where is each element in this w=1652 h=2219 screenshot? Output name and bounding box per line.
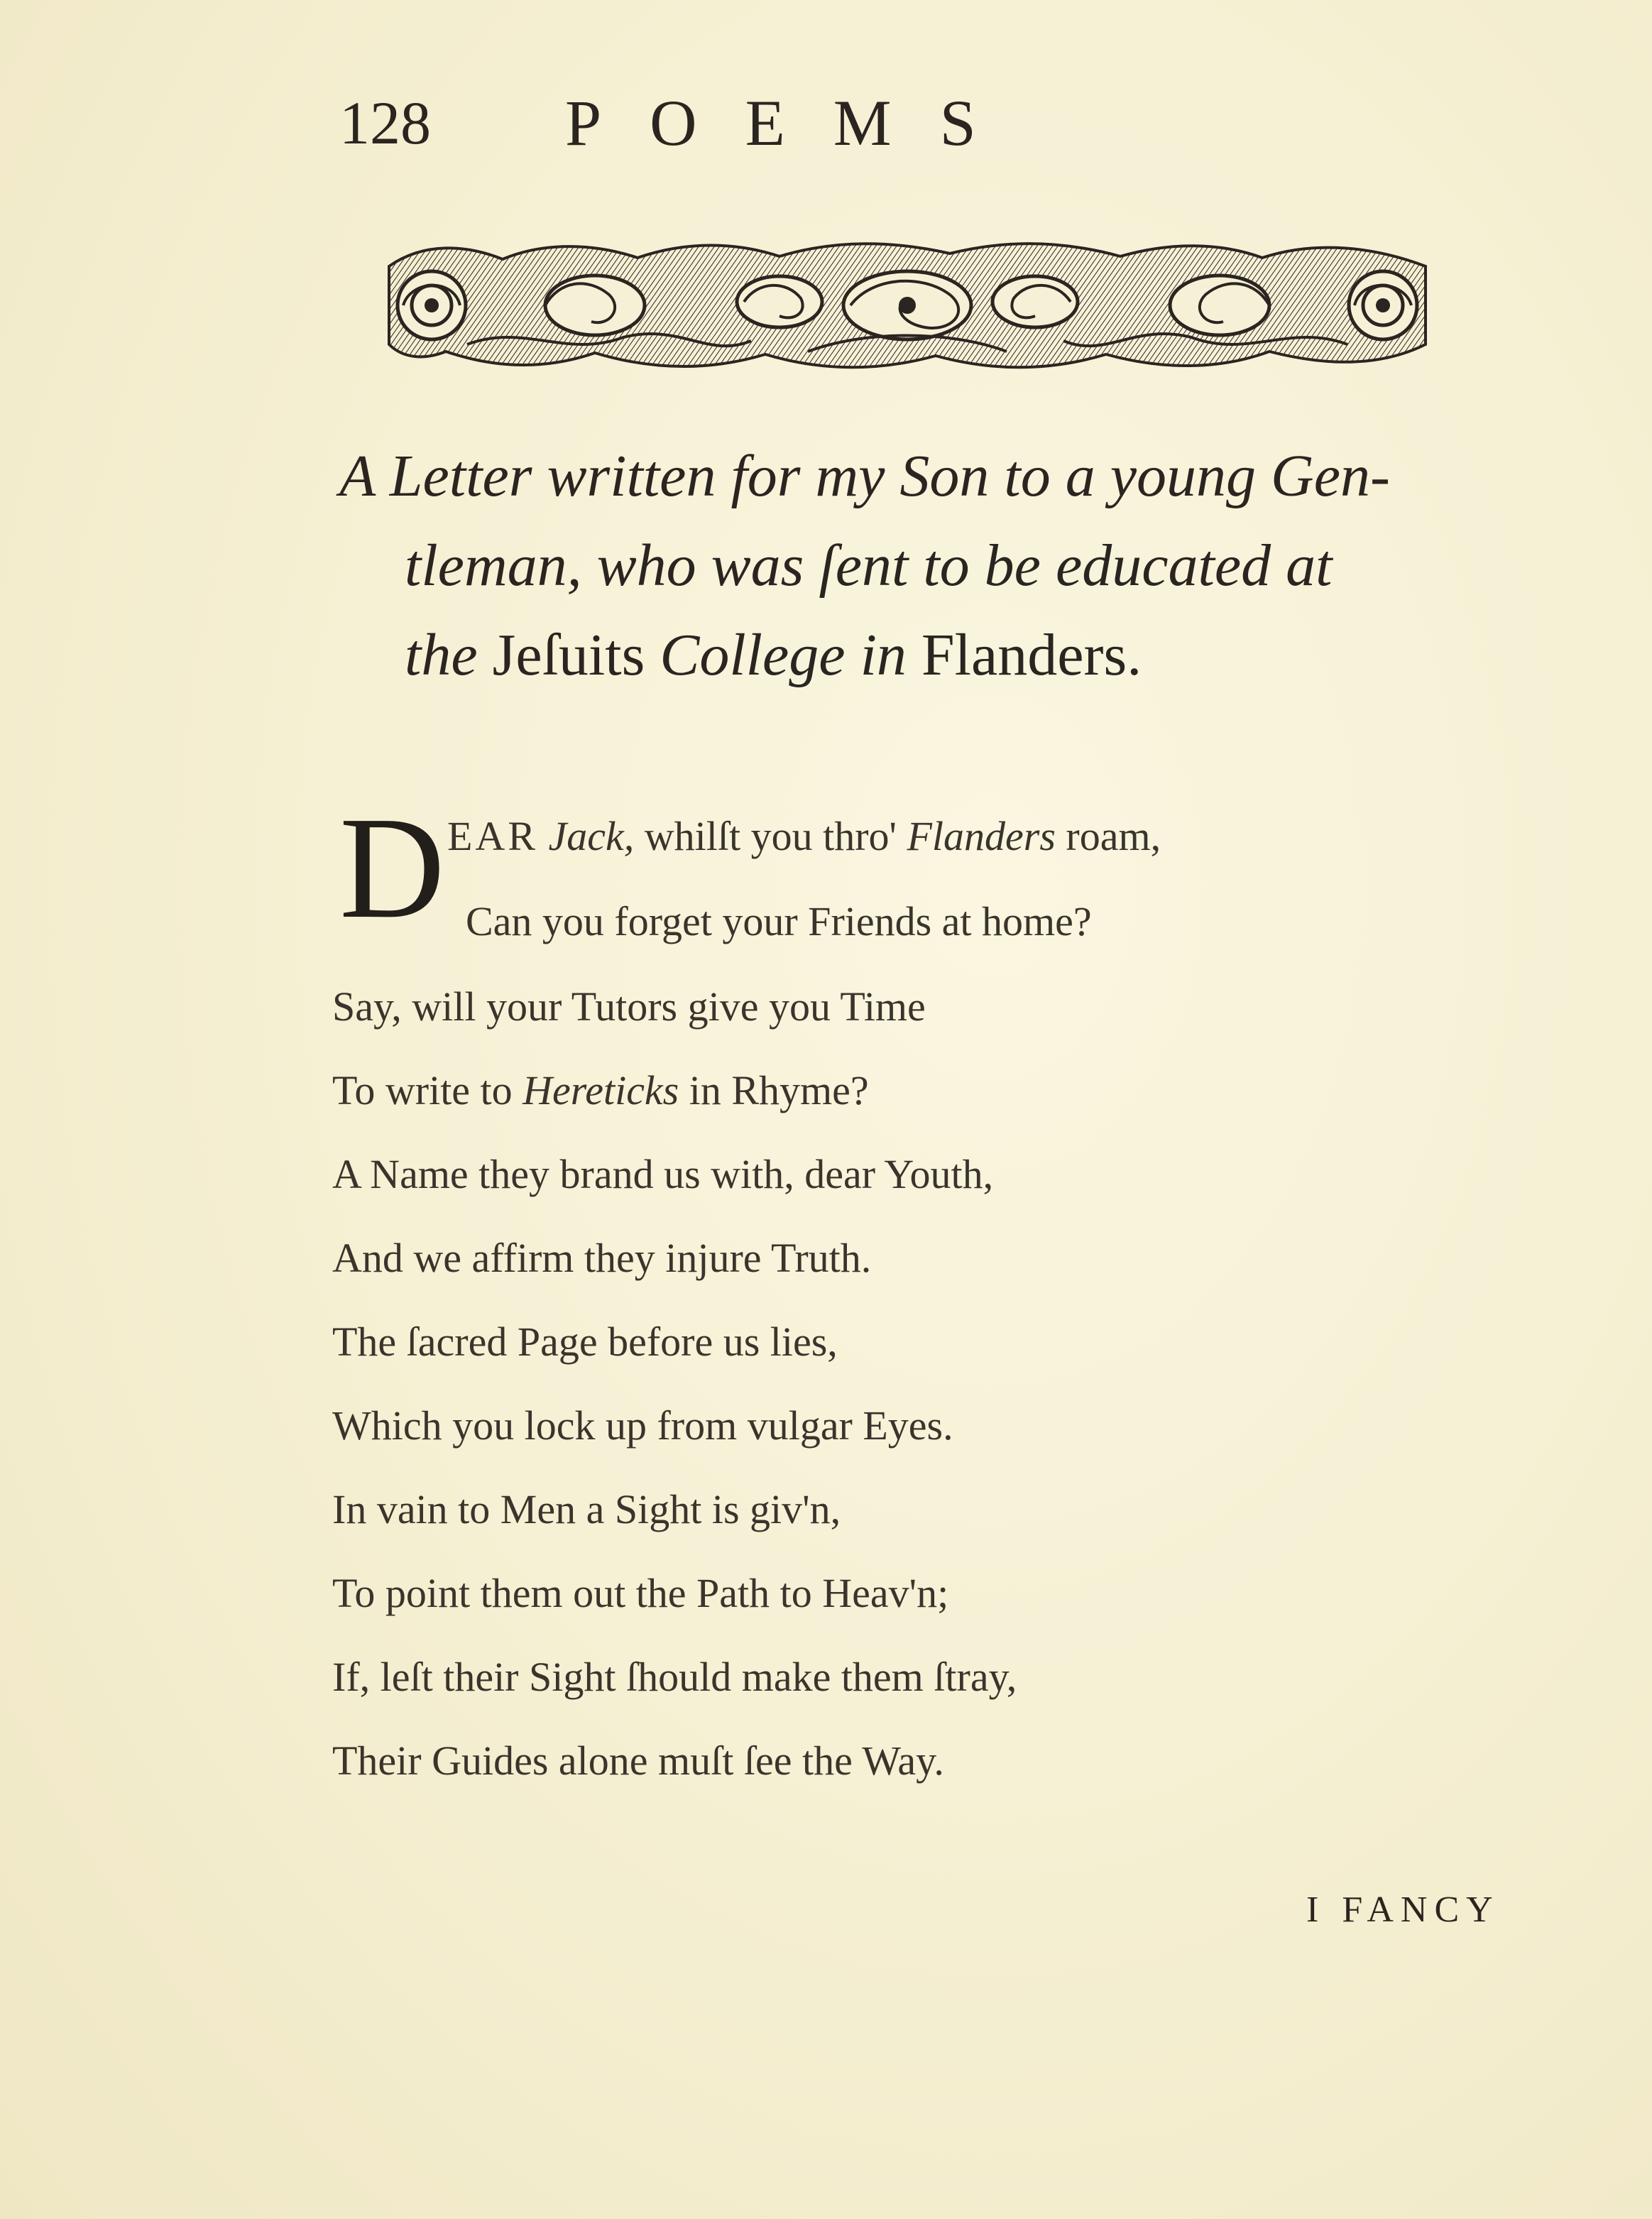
title-word-the: the [405,622,478,688]
poem-title [339,432,1532,700]
poem-line-2: Can you forget your Friends at home? [466,898,1092,944]
poem-line-4-hereticks: Hereticks [523,1067,679,1113]
poem-line-1-roam: roam, [1066,813,1161,859]
poem-line-6: And we affirm they injure Truth. [332,1235,872,1281]
poem-line-8: Which you lock up from vulgar Eyes. [332,1402,953,1449]
title-word-jesuits: Jeſuits [492,622,645,688]
catchword: I FANCY [1306,1890,1500,1930]
title-line-3 [339,611,1532,700]
running-title: POEMS [565,87,1024,159]
poem-line-4-b: in Rhyme? [689,1067,869,1113]
poem-line-1 [447,808,1161,865]
poem-line-10: To point them out the Path to Heav'n; [332,1570,949,1616]
poem-line-3: Say, will your Tutors give you Time [332,983,926,1030]
title-line-2: tleman, who was ſent to be educated at [405,533,1333,599]
title-word-college-in: College in [660,622,907,688]
drop-cap: D [339,786,445,949]
running-head [339,84,1220,162]
poem-line-4-a: To write to [332,1067,513,1113]
poem-line-12: Their Guides alone muſt ſee the Way. [332,1738,944,1784]
poem-line-5: A Name they brand us with, dear Youth, [332,1151,994,1197]
poem-line-9: In vain to Men a Sight is giv'n, [332,1486,841,1532]
poem-line-1-whilst: whilſt you thro' [644,813,897,859]
poem-line-7: The ſacred Page before us lies, [332,1319,838,1365]
page-number: 128 [339,89,431,157]
poem-line-1-ear: EAR [447,813,538,859]
poem-line-1-flanders: Flanders [907,813,1056,859]
title-word-flanders: Flanders. [921,622,1142,688]
title-line-1: A Letter written for my Son to a young Gen- [339,443,1390,509]
poem-line-1-jack: Jack, [548,813,635,859]
poem-line-4 [332,1062,869,1119]
poem-line-11: If, leſt their Sight ſhould make them ſtray, [332,1654,1017,1700]
foliate-headpiece-ornament-icon [382,238,1433,373]
